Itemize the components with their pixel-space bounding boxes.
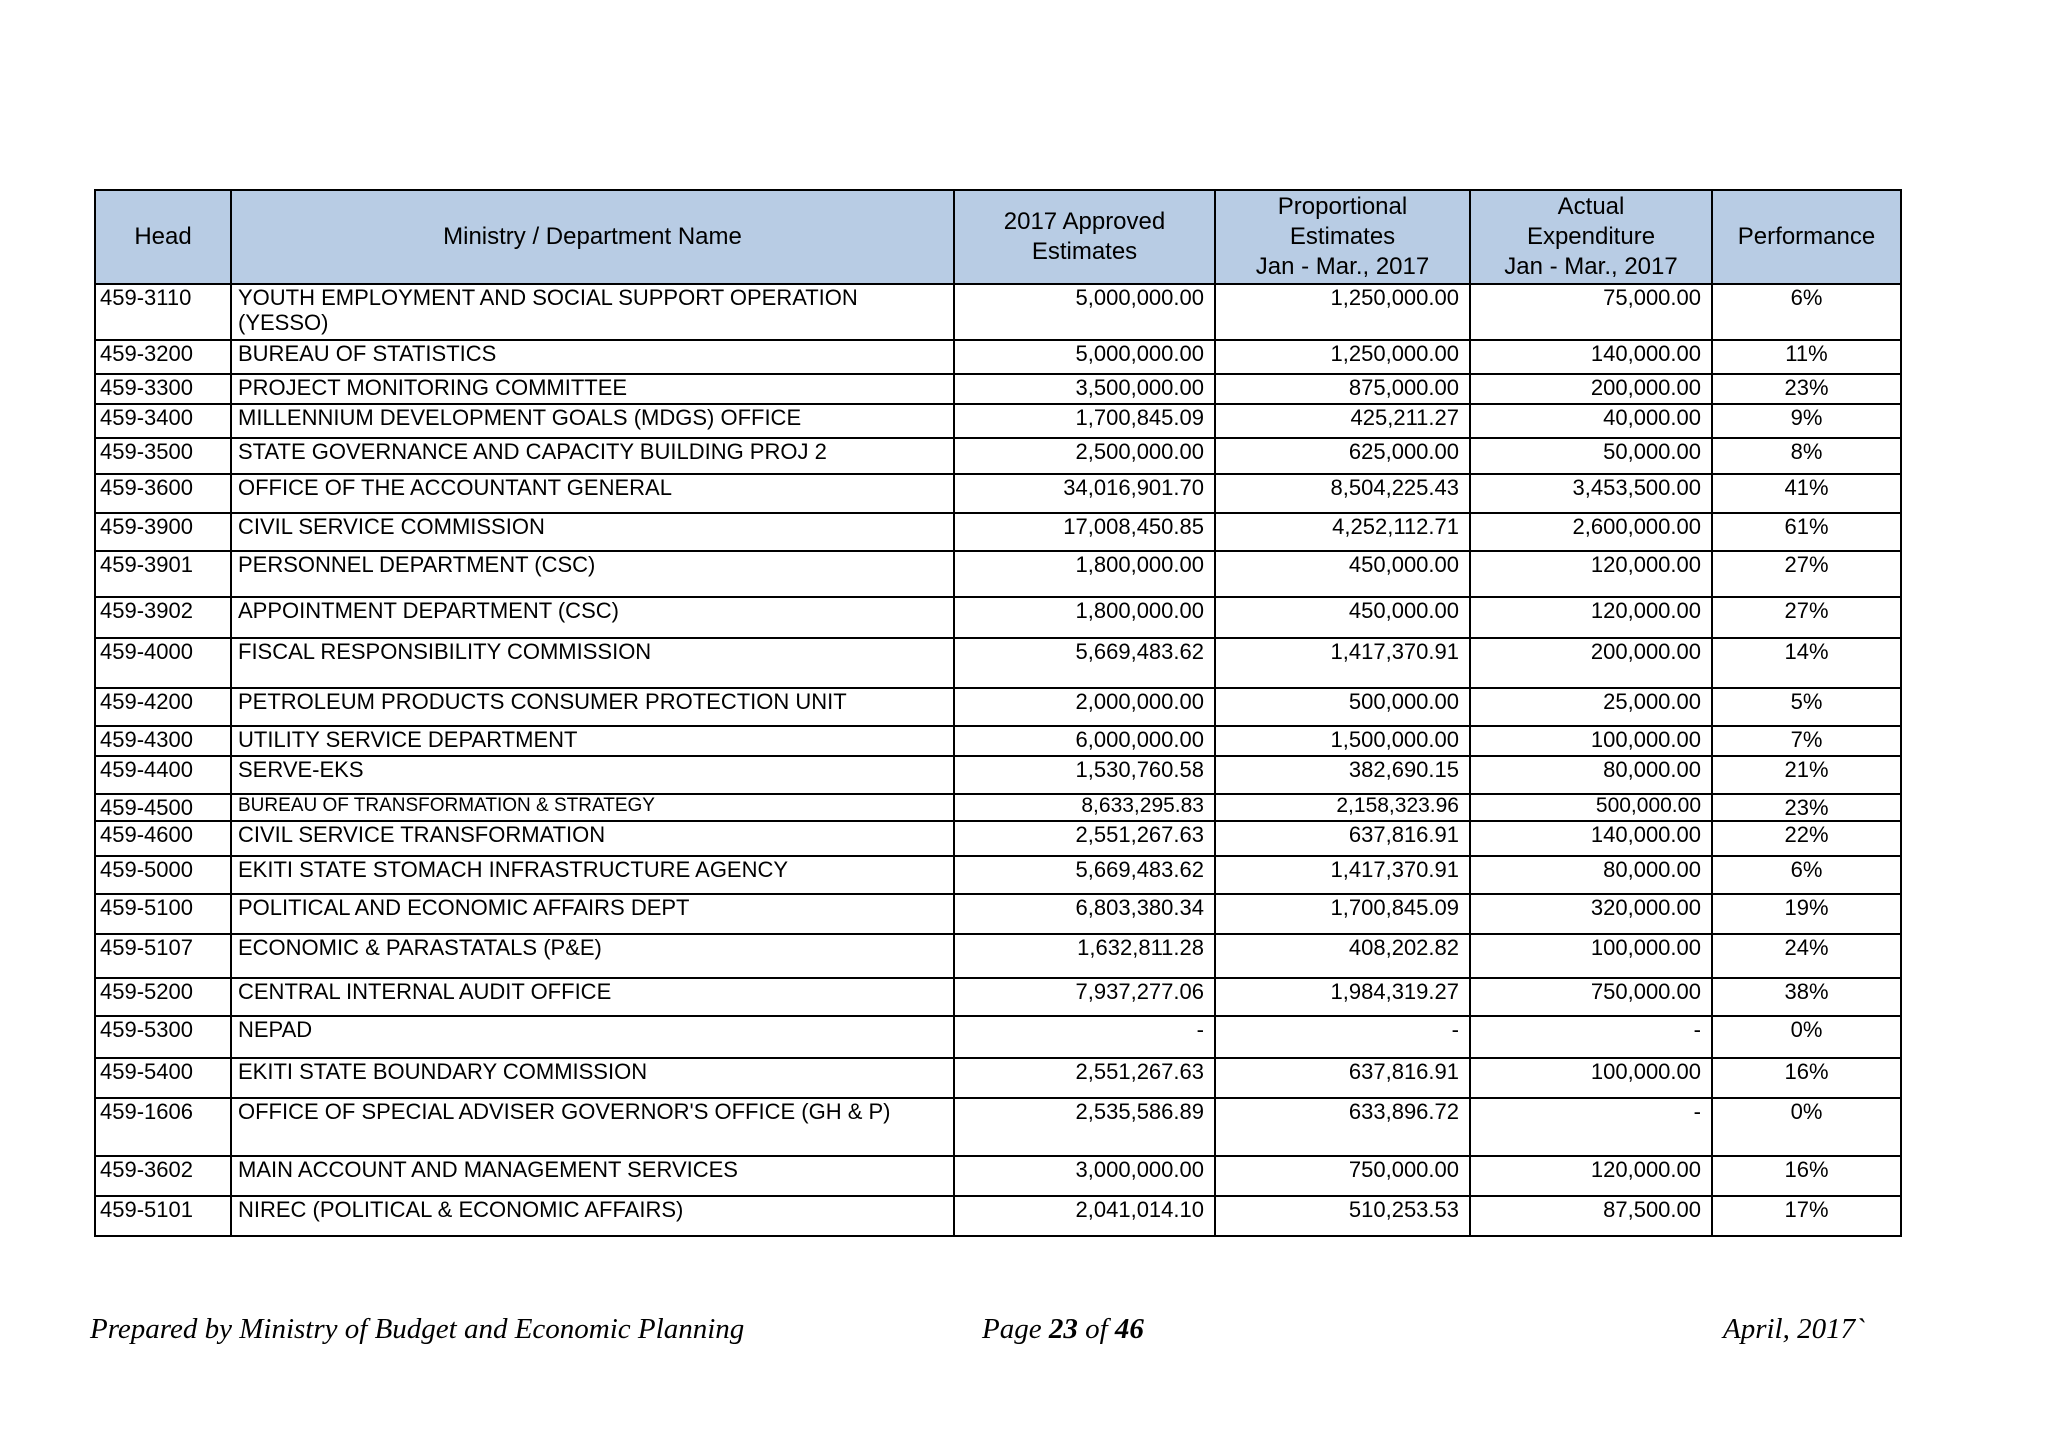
footer-of-word: of [1085,1313,1108,1345]
actual-expenditure-cell: 80,000.00 [1470,756,1712,794]
approved-estimate-cell: 6,803,380.34 [954,894,1215,934]
actual-expenditure-cell: 50,000.00 [1470,438,1712,474]
approved-estimate-cell: 7,937,277.06 [954,978,1215,1016]
header-approved-estimates: 2017 Approved Estimates [954,190,1215,284]
proportional-estimate-cell: 750,000.00 [1215,1156,1470,1196]
head-cell: 459-3500 [95,438,231,474]
table-row [95,638,1901,688]
head-cell: 459-5400 [95,1058,231,1098]
proportional-estimate-cell: 1,984,319.27 [1215,978,1470,1016]
proportional-estimate-cell: 875,000.00 [1215,374,1470,404]
head-cell: 459-3600 [95,474,231,513]
table-row [95,340,1901,374]
footer-page-word: Page [982,1313,1042,1345]
approved-estimate-cell: 5,669,483.62 [954,856,1215,894]
table-row [95,756,1901,794]
head-cell: 459-5100 [95,894,231,934]
performance-cell: 14% [1712,638,1901,688]
actual-expenditure-cell: 3,453,500.00 [1470,474,1712,513]
table-row [95,513,1901,551]
ministry-name-cell: FISCAL RESPONSIBILITY COMMISSION [231,638,954,688]
table-row [95,1058,1901,1098]
head-cell: 459-4400 [95,756,231,794]
actual-expenditure-cell: 75,000.00 [1470,284,1712,340]
performance-cell: 6% [1712,856,1901,894]
ministry-name-cell: CIVIL SERVICE COMMISSION [231,513,954,551]
header-head: Head [95,190,231,284]
actual-expenditure-cell: 80,000.00 [1470,856,1712,894]
performance-cell: 38% [1712,978,1901,1016]
actual-expenditure-cell: 120,000.00 [1470,1156,1712,1196]
performance-cell: 17% [1712,1196,1901,1236]
ministry-name-cell: SERVE-EKS [231,756,954,794]
table-row [95,474,1901,513]
header-actual-line-2: Expenditure [1526,223,1656,250]
approved-estimate-cell: - [954,1016,1215,1058]
table-row [95,688,1901,726]
table-row [95,284,1901,340]
ministry-name-cell: BUREAU OF TRANSFORMATION & STRATEGY [231,794,954,821]
head-cell: 459-3902 [95,597,231,638]
approved-estimate-cell: 1,800,000.00 [954,597,1215,638]
performance-cell: 16% [1712,1058,1901,1098]
proportional-estimate-cell: 625,000.00 [1215,438,1470,474]
header-actual-line-3: Jan - Mar., 2017 [1504,253,1678,280]
ministry-name-cell: YOUTH EMPLOYMENT AND SOCIAL SUPPORT OPERATION (YESSO) [231,284,954,340]
performance-cell: 23% [1712,374,1901,404]
head-cell: 459-4500 [95,794,231,821]
actual-expenditure-cell: - [1470,1016,1712,1058]
table-header-row [95,190,1901,284]
table-row [95,794,1901,821]
head-cell: 459-3200 [95,340,231,374]
footer-page-total: 46 [1114,1313,1144,1345]
actual-expenditure-cell: 140,000.00 [1470,340,1712,374]
head-cell: 459-1606 [95,1098,231,1156]
head-cell: 459-5300 [95,1016,231,1058]
table-row [95,726,1901,756]
actual-expenditure-cell: 500,000.00 [1470,794,1712,821]
ministry-name-cell: PROJECT MONITORING COMMITTEE [231,374,954,404]
performance-cell: 41% [1712,474,1901,513]
actual-expenditure-cell: 750,000.00 [1470,978,1712,1016]
table-row [95,597,1901,638]
ministry-name-cell: MILLENNIUM DEVELOPMENT GOALS (MDGS) OFFICE [231,404,954,438]
ministry-name-cell: PETROLEUM PRODUCTS CONSUMER PROTECTION UNIT [231,688,954,726]
approved-estimate-cell: 2,000,000.00 [954,688,1215,726]
approved-estimate-cell: 5,669,483.62 [954,638,1215,688]
ministry-name-cell: CENTRAL INTERNAL AUDIT OFFICE [231,978,954,1016]
proportional-estimate-cell: 500,000.00 [1215,688,1470,726]
ministry-name-cell: PERSONNEL DEPARTMENT (CSC) [231,551,954,597]
table-row [95,1156,1901,1196]
actual-expenditure-cell: 100,000.00 [1470,726,1712,756]
performance-cell: 27% [1712,551,1901,597]
head-cell: 459-4000 [95,638,231,688]
head-cell: 459-5101 [95,1196,231,1236]
header-proportional-line-1: Proportional [1277,193,1408,220]
header-proportional-line-3: Jan - Mar., 2017 [1255,253,1430,280]
actual-expenditure-cell: 200,000.00 [1470,638,1712,688]
head-cell: 459-4600 [95,821,231,856]
proportional-estimate-cell: 450,000.00 [1215,597,1470,638]
performance-cell: 23% [1712,794,1901,821]
actual-expenditure-cell: 140,000.00 [1470,821,1712,856]
approved-estimate-cell: 2,041,014.10 [954,1196,1215,1236]
proportional-estimate-cell: 510,253.53 [1215,1196,1470,1236]
actual-expenditure-cell: - [1470,1098,1712,1156]
table-row [95,374,1901,404]
table-row [95,1016,1901,1058]
performance-cell: 19% [1712,894,1901,934]
ministry-name-cell: ECONOMIC & PARASTATALS (P&E) [231,934,954,978]
approved-estimate-cell: 1,530,760.58 [954,756,1215,794]
head-cell: 459-3110 [95,284,231,340]
proportional-estimate-cell: 450,000.00 [1215,551,1470,597]
ministry-name-cell: NEPAD [231,1016,954,1058]
table-row [95,821,1901,856]
proportional-estimate-cell: 425,211.27 [1215,404,1470,438]
proportional-estimate-cell: 4,252,112.71 [1215,513,1470,551]
performance-cell: 0% [1712,1016,1901,1058]
performance-cell: 24% [1712,934,1901,978]
proportional-estimate-cell: 408,202.82 [1215,934,1470,978]
actual-expenditure-cell: 120,000.00 [1470,597,1712,638]
performance-cell: 6% [1712,284,1901,340]
approved-estimate-cell: 2,500,000.00 [954,438,1215,474]
proportional-estimate-cell: 382,690.15 [1215,756,1470,794]
performance-cell: 7% [1712,726,1901,756]
ministry-name-cell: EKITI STATE BOUNDARY COMMISSION [231,1058,954,1098]
table-row [95,894,1901,934]
proportional-estimate-cell: 2,158,323.96 [1215,794,1470,821]
approved-estimate-cell: 6,000,000.00 [954,726,1215,756]
head-cell: 459-4300 [95,726,231,756]
header-performance: Performance [1712,190,1901,284]
table-row [95,1098,1901,1156]
actual-expenditure-cell: 120,000.00 [1470,551,1712,597]
ministry-name-cell: OFFICE OF SPECIAL ADVISER GOVERNOR'S OFFICE (GH & P) [231,1098,954,1156]
performance-cell: 61% [1712,513,1901,551]
ministry-name-cell: BUREAU OF STATISTICS [231,340,954,374]
approved-estimate-cell: 5,000,000.00 [954,340,1215,374]
head-cell: 459-3400 [95,404,231,438]
actual-expenditure-cell: 100,000.00 [1470,1058,1712,1098]
ministry-name-cell: STATE GOVERNANCE AND CAPACITY BUILDING PROJ 2 [231,438,954,474]
header-ministry-name: Ministry / Department Name [231,190,954,284]
head-cell: 459-5200 [95,978,231,1016]
footer-page-info [982,1313,1144,1346]
proportional-estimate-cell: 1,250,000.00 [1215,340,1470,374]
performance-cell: 8% [1712,438,1901,474]
actual-expenditure-cell: 40,000.00 [1470,404,1712,438]
ministry-name-cell: CIVIL SERVICE TRANSFORMATION [231,821,954,856]
actual-expenditure-cell: 2,600,000.00 [1470,513,1712,551]
header-actual-expenditure [1470,190,1712,284]
actual-expenditure-cell: 25,000.00 [1470,688,1712,726]
proportional-estimate-cell: 633,896.72 [1215,1098,1470,1156]
head-cell: 459-3901 [95,551,231,597]
proportional-estimate-cell: 1,700,845.09 [1215,894,1470,934]
table-row [95,1196,1901,1236]
proportional-estimate-cell: 1,417,370.91 [1215,638,1470,688]
performance-cell: 9% [1712,404,1901,438]
footer-date: April, 2017` [1723,1313,1865,1345]
performance-cell: 21% [1712,756,1901,794]
approved-estimate-cell: 34,016,901.70 [954,474,1215,513]
performance-cell: 22% [1712,821,1901,856]
head-cell: 459-3602 [95,1156,231,1196]
ministry-name-cell: MAIN ACCOUNT AND MANAGEMENT SERVICES [231,1156,954,1196]
table-row [95,438,1901,474]
footer-page-number: 23 [1048,1313,1078,1345]
head-cell: 459-3300 [95,374,231,404]
proportional-estimate-cell: - [1215,1016,1470,1058]
header-proportional-line-2: Estimates [1289,223,1396,250]
table-row [95,404,1901,438]
approved-estimate-cell: 8,633,295.83 [954,794,1215,821]
proportional-estimate-cell: 8,504,225.43 [1215,474,1470,513]
approved-estimate-cell: 2,535,586.89 [954,1098,1215,1156]
approved-estimate-cell: 3,000,000.00 [954,1156,1215,1196]
actual-expenditure-cell: 320,000.00 [1470,894,1712,934]
proportional-estimate-cell: 637,816.91 [1215,1058,1470,1098]
ministry-name-cell: OFFICE OF THE ACCOUNTANT GENERAL [231,474,954,513]
head-cell: 459-3900 [95,513,231,551]
head-cell: 459-5000 [95,856,231,894]
approved-estimate-cell: 5,000,000.00 [954,284,1215,340]
performance-cell: 0% [1712,1098,1901,1156]
approved-estimate-cell: 1,632,811.28 [954,934,1215,978]
approved-estimate-cell: 2,551,267.63 [954,1058,1215,1098]
ministry-name-cell: EKITI STATE STOMACH INFRASTRUCTURE AGENCY [231,856,954,894]
approved-estimate-cell: 1,800,000.00 [954,551,1215,597]
proportional-estimate-cell: 1,250,000.00 [1215,284,1470,340]
header-proportional-estimates [1215,190,1470,284]
table-row [95,934,1901,978]
head-cell: 459-5107 [95,934,231,978]
actual-expenditure-cell: 87,500.00 [1470,1196,1712,1236]
ministry-name-cell: APPOINTMENT DEPARTMENT (CSC) [231,597,954,638]
performance-cell: 16% [1712,1156,1901,1196]
performance-cell: 11% [1712,340,1901,374]
approved-estimate-cell: 2,551,267.63 [954,821,1215,856]
approved-estimate-cell: 17,008,450.85 [954,513,1215,551]
actual-expenditure-cell: 200,000.00 [1470,374,1712,404]
head-cell: 459-4200 [95,688,231,726]
table-row [95,551,1901,597]
approved-estimate-cell: 1,700,845.09 [954,404,1215,438]
table-body [95,284,1901,1236]
proportional-estimate-cell: 1,417,370.91 [1215,856,1470,894]
proportional-estimate-cell: 1,500,000.00 [1215,726,1470,756]
footer-prepared-by: Prepared by Ministry of Budget and Economic Planning [90,1313,745,1345]
ministry-name-cell: POLITICAL AND ECONOMIC AFFAIRS DEPT [231,894,954,934]
performance-cell: 5% [1712,688,1901,726]
table-row [95,856,1901,894]
header-actual-line-1: Actual [1557,193,1625,220]
budget-performance-table [94,189,1902,1237]
proportional-estimate-cell: 637,816.91 [1215,821,1470,856]
table-row [95,978,1901,1016]
actual-expenditure-cell: 100,000.00 [1470,934,1712,978]
ministry-name-cell: UTILITY SERVICE DEPARTMENT [231,726,954,756]
approved-estimate-cell: 3,500,000.00 [954,374,1215,404]
performance-cell: 27% [1712,597,1901,638]
ministry-name-cell: NIREC (POLITICAL & ECONOMIC AFFAIRS) [231,1196,954,1236]
